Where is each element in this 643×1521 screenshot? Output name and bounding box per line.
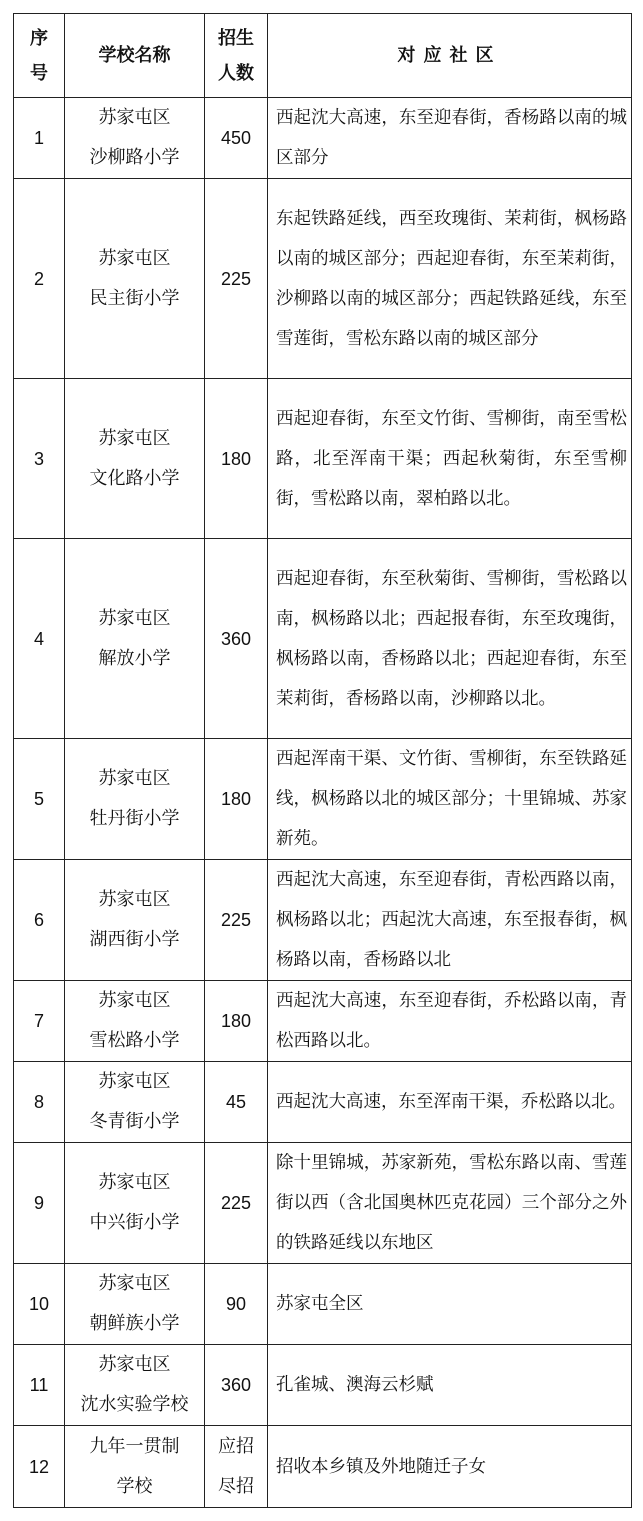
school-name: 九年一贯制 学校: [65, 1426, 205, 1508]
quota: 225: [205, 1143, 268, 1264]
quota: 360: [205, 539, 268, 739]
table-row: [14, 739, 632, 860]
table-row: [14, 1426, 632, 1508]
table-row: [14, 860, 632, 981]
serial-number: 5: [14, 739, 65, 860]
quota: 225: [205, 860, 268, 981]
school-name: 苏家屯区 沈水实验学校: [65, 1345, 205, 1426]
community-area: 西起沈大高速，东至浑南干渠，乔松路以北。: [268, 1062, 632, 1143]
table-row: [14, 1062, 632, 1143]
school-name: 苏家屯区 湖西街小学: [65, 860, 205, 981]
community-area: 西起迎春街，东至文竹街、雪柳街，南至雪松路，北至浑南干渠；西起秋菊街，东至雪柳街，雪松路以南，翠柏路以北。: [268, 379, 632, 539]
table-row: [14, 98, 632, 179]
quota: 180: [205, 379, 268, 539]
school-name: 苏家屯区 冬青街小学: [65, 1062, 205, 1143]
quota: 180: [205, 981, 268, 1062]
table-row: [14, 981, 632, 1062]
quota: 应招 尽招: [205, 1426, 268, 1508]
school-name: 苏家屯区 雪松路小学: [65, 981, 205, 1062]
table-row: [14, 539, 632, 739]
serial-number: 2: [14, 179, 65, 379]
community-area: 苏家屯全区: [268, 1264, 632, 1345]
community-area: 东起铁路延线，西至玫瑰街、茉莉街，枫杨路以南的城区部分；西起迎春街，东至茉莉街，沙柳路以南的城区部分；西起铁路延线，东至雪莲街，雪松东路以南的城区部分: [268, 179, 632, 379]
serial-number: 4: [14, 539, 65, 739]
serial-number: 7: [14, 981, 65, 1062]
table-row: [14, 1345, 632, 1426]
serial-number: 9: [14, 1143, 65, 1264]
header-row: [14, 14, 632, 98]
quota: 225: [205, 179, 268, 379]
school-name: 苏家屯区 民主街小学: [65, 179, 205, 379]
enrollment-table: [13, 13, 632, 1508]
school-name: 苏家屯区 朝鲜族小学: [65, 1264, 205, 1345]
table-row: [14, 179, 632, 379]
community-area: 招收本乡镇及外地随迁子女: [268, 1426, 632, 1508]
quota: 180: [205, 739, 268, 860]
quota: 45: [205, 1062, 268, 1143]
community-area: 西起沈大高速，东至迎春街，香杨路以南的城区部分: [268, 98, 632, 179]
header-quota: 招生 人数: [205, 14, 268, 98]
header-community: 对应社区: [268, 14, 632, 98]
school-name: 苏家屯区 中兴街小学: [65, 1143, 205, 1264]
community-area: 西起迎春街，东至秋菊街、雪柳街，雪松路以南，枫杨路以北；西起报春街，东至玫瑰街，枫杨路以南，香杨路以北；西起迎春街，东至茉莉街，香杨路以南，沙柳路以北。: [268, 539, 632, 739]
community-area: 西起沈大高速，东至迎春街，青松西路以南，枫杨路以北；西起沈大高速，东至报春街，枫杨路以南，香杨路以北: [268, 860, 632, 981]
quota: 90: [205, 1264, 268, 1345]
serial-number: 11: [14, 1345, 65, 1426]
quota: 450: [205, 98, 268, 179]
school-name: 苏家屯区 牡丹街小学: [65, 739, 205, 860]
table-row: [14, 1143, 632, 1264]
community-area: 西起沈大高速，东至迎春街，乔松路以南，青松西路以北。: [268, 981, 632, 1062]
serial-number: 6: [14, 860, 65, 981]
community-area: 西起浑南干渠、文竹街、雪柳街，东至铁路延线，枫杨路以北的城区部分；十里锦城、苏家新苑。: [268, 739, 632, 860]
header-serial-number: 序 号: [14, 14, 65, 98]
serial-number: 1: [14, 98, 65, 179]
serial-number: 10: [14, 1264, 65, 1345]
school-name: 苏家屯区 解放小学: [65, 539, 205, 739]
school-name: 苏家屯区 沙柳路小学: [65, 98, 205, 179]
quota: 360: [205, 1345, 268, 1426]
community-area: 孔雀城、澳海云杉赋: [268, 1345, 632, 1426]
serial-number: 8: [14, 1062, 65, 1143]
community-area: 除十里锦城，苏家新苑，雪松东路以南、雪莲街以西（含北国奥林匹克花园）三个部分之外的铁路延线以东地区: [268, 1143, 632, 1264]
header-school-name: 学校名称: [65, 14, 205, 98]
table-row: [14, 379, 632, 539]
table-row: [14, 1264, 632, 1345]
serial-number: 12: [14, 1426, 65, 1508]
serial-number: 3: [14, 379, 65, 539]
school-name: 苏家屯区 文化路小学: [65, 379, 205, 539]
